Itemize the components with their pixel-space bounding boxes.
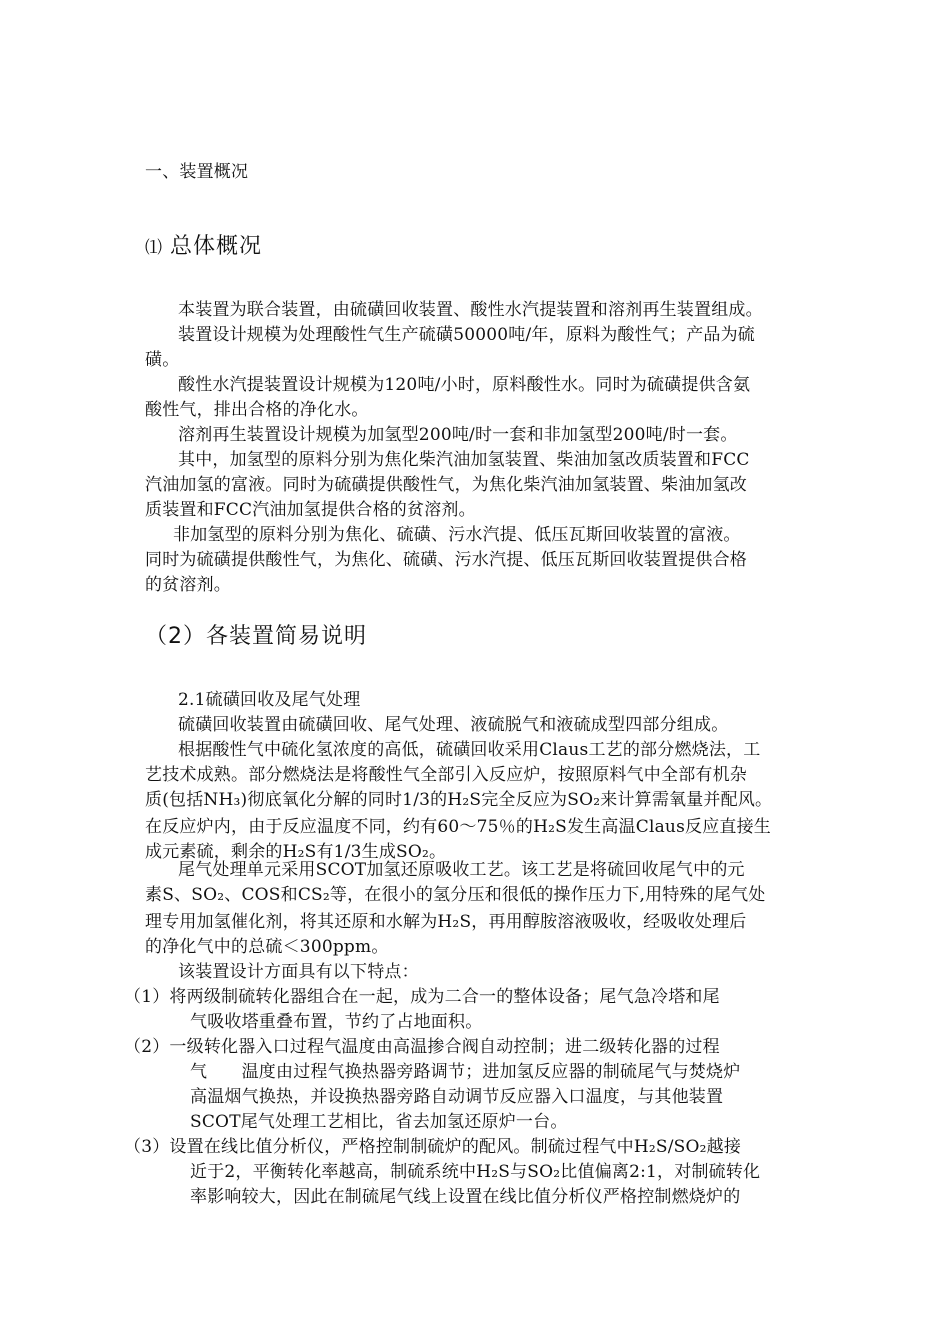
feature-text: 气 温度由过程气换热器旁路调节；进加氢反应器的制硫尾气与焚烧炉 (190, 1062, 741, 1082)
overview-line: 本装置为联合装置，由硫磺回收装置、酸性水汽提装置和溶剂再生装置组成。 (178, 300, 763, 320)
feature-text: 气吸收塔重叠布置，节约了占地面积。 (190, 1012, 483, 1032)
desc-line: 素S、SO₂、COS和CS₂等，在很小的氢分压和很低的操作压力下,用特殊的尾气处 (145, 885, 766, 905)
feature-item-2 (124, 1035, 720, 1059)
desc-line: 根据酸性气中硫化氢浓度的高低，硫磺回收采用Claus工艺的部分燃烧法，工 (178, 740, 761, 760)
feature-item-1 (124, 985, 720, 1009)
overview-line: 装置设计规模为处理酸性气生产硫磺50000吨/年，原料为酸性气；产品为硫 (178, 325, 756, 345)
feature-text: 设置在线比值分析仪，严格控制制硫炉的配风。制硫过程气中H₂S/SO₂越接 (169, 1137, 742, 1157)
overview-line: 质装置和FCC汽油加氢提供合格的贫溶剂。 (145, 500, 476, 520)
feature-text: 一级转化器入口过程气温度由高温掺合阀自动控制；进二级转化器的过程 (169, 1037, 720, 1057)
desc-line: 艺技术成熟。部分燃烧法是将酸性气全部引入反应炉，按照原料气中全部有机杂 (145, 765, 747, 785)
feature-text: 率影响较大，因此在制硫尾气线上设置在线比值分析仪严格控制燃烧炉的 (190, 1187, 741, 1207)
feature-number: （2） (124, 1037, 170, 1057)
overview-line: 溶剂再生装置设计规模为加氢型200吨/时一套和非加氢型200吨/时一套。 (178, 425, 738, 445)
desc-line: 该装置设计方面具有以下特点： (178, 962, 419, 982)
desc-line: 的净化气中的总硫＜300ppm。 (145, 937, 389, 957)
desc-line: 在反应炉内，由于反应温度不同，约有60～75％的H₂S发生高温Claus反应直接生 (145, 817, 772, 837)
overview-line: 汽油加氢的富液。同时为硫磺提供酸性气，为焦化柴汽油加氢装置、柴油加氢改 (145, 475, 747, 495)
desc-line: 尾气处理单元采用SCOT加氢还原吸收工艺。该工艺是将硫回收尾气中的元 (178, 860, 745, 880)
feature-text: 近于2，平衡转化率越高，制硫系统中H₂S与SO₂比值偏离2:1，对制硫转化 (190, 1162, 761, 1182)
feature-text: SCOT尾气处理工艺相比，省去加氢还原炉一台。 (190, 1112, 568, 1132)
desc-line: 硫磺回收装置由硫磺回收、尾气处理、液硫脱气和液硫成型四部分组成。 (178, 715, 729, 735)
heading-1-number: ⑴ (145, 238, 162, 258)
overview-line: 同时为硫磺提供酸性气，为焦化、硫磺、污水汽提、低压瓦斯回收装置提供合格 (145, 550, 747, 570)
desc-line: 理专用加氢催化剂，将其还原和水解为H₂S，再用醇胺溶液吸收，经吸收处理后 (145, 912, 747, 932)
overview-line: 其中，加氢型的原料分别为焦化柴汽油加氢装置、柴油加氢改质装置和FCC (178, 450, 750, 470)
desc-line: 成元素硫，剩余的H₂S有1/3生成SO₂。 (145, 842, 447, 862)
section-heading: 一、装置概况 (145, 162, 249, 182)
heading-2: （2）各装置简易说明 (145, 624, 367, 649)
overview-line: 磺。 (145, 350, 180, 370)
feature-number: （1） (124, 987, 170, 1007)
overview-line: 的贫溶剂。 (145, 575, 231, 595)
overview-line: 酸性水汽提装置设计规模为120吨/小时，原料酸性水。同时为硫磺提供含氨 (178, 375, 751, 395)
feature-item-3 (124, 1135, 741, 1159)
feature-text: 将两级制硫转化器组合在一起，成为二合一的整体设备；尾气急冷塔和尾 (169, 987, 720, 1007)
heading-1-text: 总体概况 (170, 234, 263, 259)
desc-line: 质(包括NH₃)彻底氧化分解的同时1/3的H₂S完全反应为SO₂来计算需氧量并配风。 (145, 790, 773, 810)
subheading-2-1: 2.1硫磺回收及尾气处理 (178, 690, 361, 710)
overview-line: 非加氢型的原料分别为焦化、硫磺、污水汽提、低压瓦斯回收装置的富液。 (173, 525, 741, 545)
heading-1 (145, 232, 262, 263)
feature-text: 高温烟气换热，并设换热器旁路自动调节反应器入口温度，与其他装置 (190, 1087, 724, 1107)
feature-number: （3） (124, 1137, 170, 1157)
overview-line: 酸性气，排出合格的净化水。 (145, 400, 369, 420)
